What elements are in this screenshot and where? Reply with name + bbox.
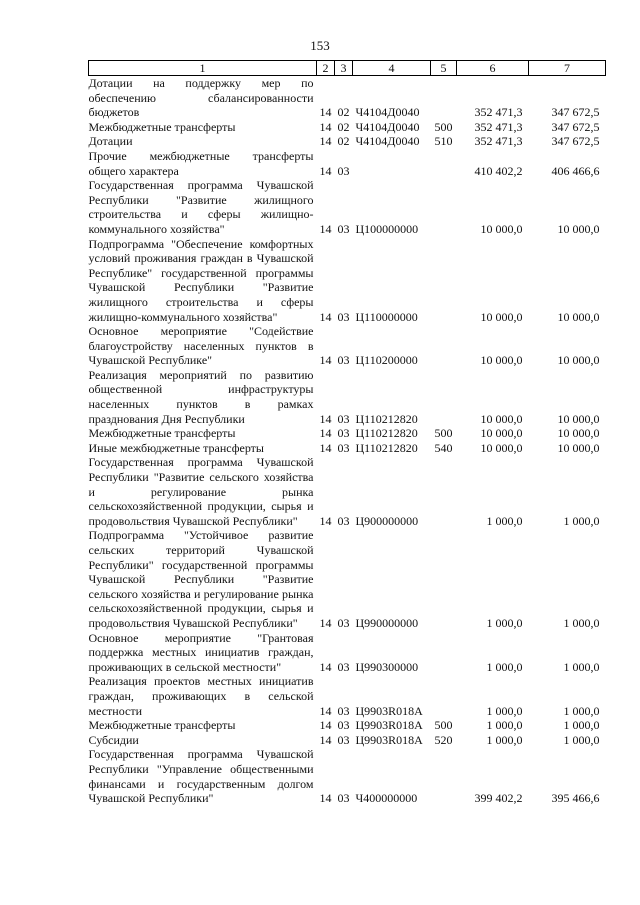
row-name-cell: Дотации [88, 134, 133, 149]
column-header: 3 [335, 61, 353, 76]
table-row [89, 324, 606, 368]
row-value-cell-c4: Ц110212820 [355, 411, 418, 426]
row-value-cell-c5 [431, 455, 457, 528]
row-value-cell-c5 [431, 747, 457, 805]
row-value-cell-c4: Ц9903R018A [355, 703, 423, 718]
row-value-cell-c6: 352 471,3 [474, 105, 523, 120]
row-name-cell: Реализация мероприятий по развитию общественной инфраструктуры населенных пунктов в рамках празднования Дня Республики [88, 367, 314, 426]
row-value-cell-c4: Ч400000000 [355, 791, 418, 806]
row-value-cell-c7: 1 000,0 [563, 718, 600, 733]
row-value-cell-c3: 03 [337, 513, 350, 528]
row-value-cell-c4: Ц110212820 [355, 426, 418, 441]
table-row [89, 455, 606, 528]
row-value-cell-c3: 03 [337, 732, 350, 747]
row-name-cell: Дотации на поддержку мер по обеспечению сбалансированности бюджетов [88, 76, 314, 120]
row-value-cell-c7: 10 000,0 [557, 353, 600, 368]
row-value-cell-c5 [431, 324, 457, 368]
row-value-cell-c5: 520 [434, 732, 453, 747]
row-value-cell-c7: 1 000,0 [563, 513, 600, 528]
row-value-cell-c7: 395 466,6 [551, 791, 600, 806]
row-name-cell: Государственная программа Чувашской Республики "Развитие сельского хозяйства и регулирование рынка сельскохозяйственной продукции, сырья и продовольствия Чувашской Республики" [88, 455, 314, 528]
row-value-cell-c5 [431, 368, 457, 426]
table-row [89, 120, 606, 135]
column-header: 2 [317, 61, 335, 76]
row-value-cell-c2: 14 [319, 440, 332, 455]
row-value-cell-c3: 03 [337, 426, 350, 441]
table-row [89, 631, 606, 675]
row-name-cell: Субсидии [88, 732, 139, 747]
row-value-cell-c6: 1 000,0 [486, 703, 523, 718]
column-header: 7 [529, 61, 606, 76]
row-name-cell: Государственная программа Чувашской Республики "Развитие жилищного строительства и сферы жилищно-коммунального хозяйства" [88, 178, 314, 236]
row-value-cell-c5 [431, 237, 457, 325]
row-value-cell-c7: 1 000,0 [563, 615, 600, 630]
row-value-cell-c4: Ц990000000 [355, 615, 419, 630]
row-value-cell-c7: 10 000,0 [557, 411, 600, 426]
budget-table [88, 60, 606, 806]
row-value-cell-c2: 14 [319, 163, 332, 178]
row-name-cell: Подпрограмма "Обеспечение комфортных условий проживания граждан в Чувашской Республике" государственной программы Чувашской Республики "Развитие жилищного строительства и сферы жилищно-коммунального хозяйства" [88, 236, 314, 324]
row-value-cell-c3: 03 [337, 221, 350, 236]
row-value-cell-c6: 10 000,0 [480, 411, 523, 426]
row-value-cell-c7: 1 000,0 [563, 732, 600, 747]
row-value-cell-c6: 399 402,2 [474, 791, 523, 806]
row-value-cell-c7: 10 000,0 [557, 440, 600, 455]
row-value-cell-c6: 1 000,0 [486, 513, 523, 528]
header-row [89, 61, 606, 76]
row-value-cell-c6: 352 471,3 [474, 119, 523, 134]
row-value-cell-c4: Ц100000000 [355, 221, 419, 236]
row-value-cell-c6: 10 000,0 [480, 353, 523, 368]
row-value-cell-c7: 10 000,0 [557, 309, 600, 324]
table-row [89, 674, 606, 718]
row-value-cell-c5: 500 [434, 718, 453, 733]
column-header: 6 [457, 61, 529, 76]
table-row [89, 149, 606, 178]
row-value-cell-c6: 10 000,0 [480, 221, 523, 236]
row-value-cell-c7: 406 466,6 [551, 163, 600, 178]
row-name-cell: Основное мероприятие "Содействие благоустройству населенных пунктов в Чувашской Республике" [88, 324, 314, 368]
row-value-cell-c5 [431, 674, 457, 718]
row-value-cell-c6: 410 402,2 [474, 163, 523, 178]
row-value-cell-c6: 352 471,3 [474, 134, 523, 149]
row-value-cell-c6: 1 000,0 [486, 659, 523, 674]
row-value-cell-c3: 03 [337, 659, 350, 674]
row-value-cell-c6: 1 000,0 [486, 718, 523, 733]
row-value-cell-c2: 14 [319, 703, 332, 718]
row-value-cell-c4: Ц110200000 [355, 353, 418, 368]
row-value-cell-c6: 1 000,0 [486, 732, 523, 747]
row-value-cell-c5 [431, 178, 457, 236]
row-value-cell-c2: 14 [319, 513, 332, 528]
row-value-cell-c7: 1 000,0 [563, 659, 600, 674]
row-value-cell-c3: 03 [337, 411, 350, 426]
row-name-cell: Основное мероприятие "Грантовая поддержка местных инициатив граждан, проживающих в сельской местности" [88, 630, 314, 674]
table-row [89, 747, 606, 805]
row-value-cell-c4: Ц990300000 [355, 659, 419, 674]
table-row [89, 441, 606, 456]
row-value-cell-c3: 03 [337, 163, 350, 178]
row-value-cell-c2: 14 [319, 105, 332, 120]
row-name-cell: Государственная программа Чувашской Республики "Управление общественными финансами и государственным долгом Чувашской Республики" [88, 747, 314, 806]
row-value-cell-c5: 500 [434, 119, 453, 134]
row-name-cell: Прочие межбюджетные трансферты общего характера [88, 148, 314, 178]
table-row [89, 237, 606, 325]
row-value-cell-c7: 347 672,5 [551, 134, 600, 149]
row-value-cell-c7: 1 000,0 [563, 703, 600, 718]
row-name-cell: Межбюджетные трансферты [88, 119, 236, 134]
row-value-cell-c2: 14 [319, 221, 332, 236]
row-value-cell-c4 [353, 149, 431, 178]
row-value-cell-c3: 02 [337, 134, 350, 149]
row-value-cell-c4: Ч4104Д0040 [355, 119, 420, 134]
row-value-cell-c4: Ч4104Д0040 [355, 105, 420, 120]
row-value-cell-c4: Ц110212820 [355, 440, 418, 455]
row-value-cell-c7: 10 000,0 [557, 426, 600, 441]
row-value-cell-c5: 500 [434, 426, 453, 441]
row-value-cell-c5 [431, 76, 457, 120]
row-value-cell-c2: 14 [319, 309, 332, 324]
table-row [89, 426, 606, 441]
table-row [89, 368, 606, 426]
row-value-cell-c2: 14 [319, 615, 332, 630]
row-value-cell-c3: 02 [337, 119, 350, 134]
row-value-cell-c5: 510 [434, 134, 453, 149]
row-value-cell-c3: 03 [337, 718, 350, 733]
row-value-cell-c5 [431, 631, 457, 675]
column-header: 5 [431, 61, 457, 76]
row-value-cell-c2: 14 [319, 411, 332, 426]
row-value-cell-c4: Ц900000000 [355, 513, 419, 528]
row-value-cell-c6: 1 000,0 [486, 615, 523, 630]
table-row [89, 733, 606, 748]
row-name-cell: Иные межбюджетные трансферты [88, 440, 264, 455]
row-value-cell-c2: 14 [319, 718, 332, 733]
row-value-cell-c2: 14 [319, 659, 332, 674]
row-name-cell: Подпрограмма "Устойчивое развитие сельских территорий Чувашской Республики" государственной программы Чувашской Республики "Развитие сельского хозяйства и регулирование рынка сельскохозяйственной продукции, сырья и продовольствия Чувашской Республики" [88, 528, 314, 630]
table-body [89, 76, 606, 806]
table-row [89, 528, 606, 630]
row-name-cell: Межбюджетные трансферты [88, 426, 236, 441]
page-number: 153 [310, 38, 330, 53]
row-value-cell-c4: Ц110000000 [355, 309, 418, 324]
table-row [89, 134, 606, 149]
row-value-cell-c3: 03 [337, 440, 350, 455]
row-value-cell-c5 [431, 528, 457, 630]
row-value-cell-c7: 10 000,0 [557, 221, 600, 236]
row-value-cell-c4: Ц9903R018A [355, 732, 423, 747]
row-value-cell-c2: 14 [319, 426, 332, 441]
row-value-cell-c6: 10 000,0 [480, 309, 523, 324]
row-value-cell-c3: 03 [337, 703, 350, 718]
row-value-cell-c2: 14 [319, 119, 332, 134]
column-header: 1 [89, 61, 317, 76]
row-value-cell-c6: 10 000,0 [480, 440, 523, 455]
row-value-cell-c4: Ц9903R018A [355, 718, 423, 733]
table-row [89, 178, 606, 236]
row-value-cell-c2: 14 [319, 353, 332, 368]
row-value-cell-c3: 03 [337, 309, 350, 324]
row-value-cell-c3: 03 [337, 615, 350, 630]
row-value-cell-c5: 540 [434, 440, 453, 455]
row-value-cell-c7: 347 672,5 [551, 105, 600, 120]
row-value-cell-c2: 14 [319, 732, 332, 747]
column-header: 4 [353, 61, 431, 76]
row-value-cell-c3: 03 [337, 791, 350, 806]
row-value-cell-c2: 14 [319, 134, 332, 149]
table-row [89, 718, 606, 733]
row-value-cell-c7: 347 672,5 [551, 119, 600, 134]
row-value-cell-c6: 10 000,0 [480, 426, 523, 441]
row-value-cell-c2: 14 [319, 791, 332, 806]
row-value-cell-c3: 03 [337, 353, 350, 368]
table-row [89, 76, 606, 120]
row-name-cell: Реализация проектов местных инициатив граждан, проживающих в сельской местности [88, 674, 314, 718]
row-value-cell-c3: 02 [337, 105, 350, 120]
row-value-cell-c4: Ч4104Д0040 [355, 134, 420, 149]
row-value-cell-c5 [431, 149, 457, 178]
row-name-cell: Межбюджетные трансферты [88, 718, 236, 733]
